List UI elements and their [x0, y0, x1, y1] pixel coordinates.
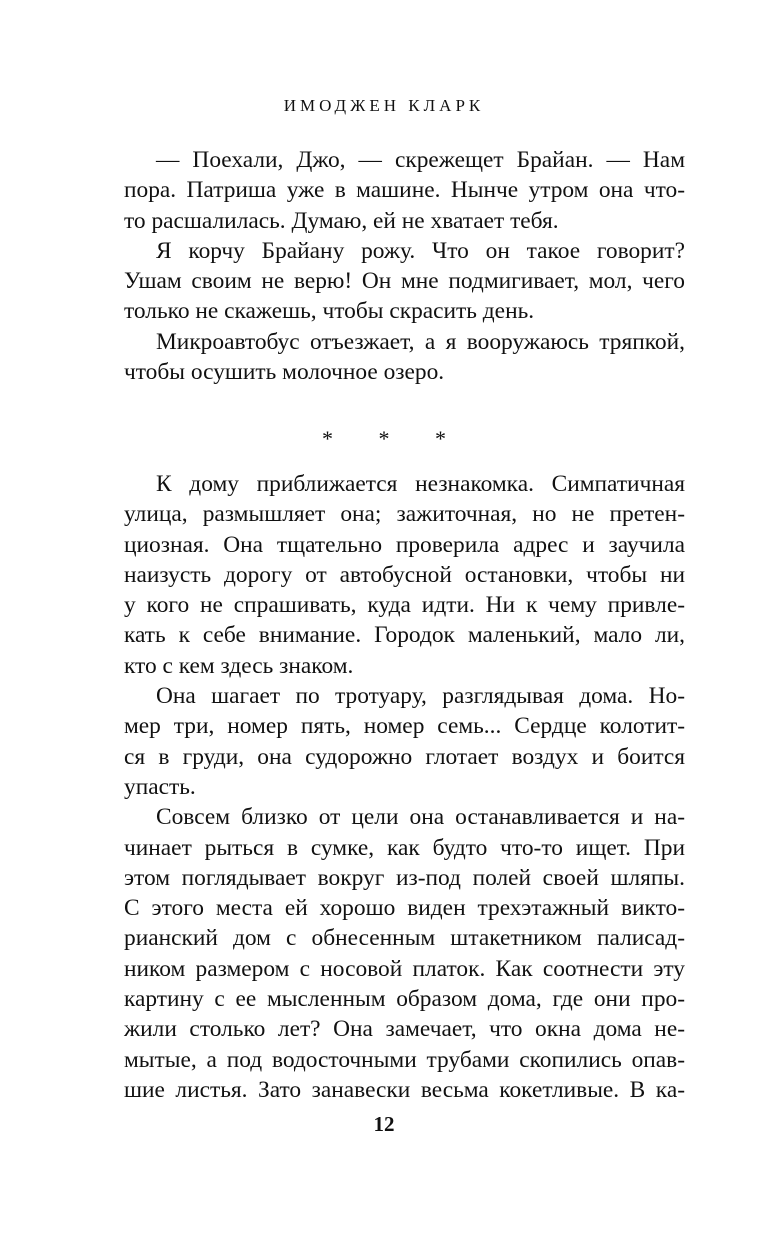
text-line: кто с кем здесь знаком. — [124, 652, 354, 679]
text-line: то расшалилась. Думаю, ей не хватает тебя. — [124, 207, 559, 234]
text-line: ником размером с носовой платок. Как соотнести эту — [124, 955, 685, 982]
section-separator: * * * — [322, 426, 466, 451]
text-line: жили столько лет? Она замечает, что окна дома не- — [124, 1016, 685, 1043]
text-line: чтобы осушить молочное озеро. — [124, 359, 445, 386]
text-line: наизусть дорогу от автобусной остановки, чтобы ни — [124, 561, 685, 588]
text-block-1 — [124, 145, 685, 387]
text-line: — Поехали, Джо, — скрежещет Брайан. — Нам — [156, 147, 685, 173]
paragraph — [124, 145, 685, 236]
text-line: кать к себе внимание. Городок маленький, мало ли, — [124, 622, 685, 649]
text-line: этом поглядывает вокруг из-под полей своей шляпы. — [124, 864, 685, 891]
text-line: Она шагает по тротуару, разглядывая дома. Но- — [156, 683, 685, 710]
page-number: 12 — [373, 1112, 395, 1136]
text-line: мер три, номер пять, номер семь... Сердце колотит- — [124, 713, 685, 740]
running-head: ИМОДЖЕН КЛАРК — [283, 96, 485, 115]
paragraph — [124, 236, 685, 327]
text-line: мытые, а под водосточными трубами скопились опав- — [124, 1046, 685, 1073]
paragraph — [124, 802, 685, 1105]
text-line: циозная. Она тщательно проверила адрес и заучила — [124, 531, 685, 558]
text-block-2 — [124, 469, 685, 1105]
text-line: рианский дом с обнесенным штакетником палисад- — [124, 925, 685, 952]
text-line: С этого места ей хорошо виден трехэтажный викто- — [124, 895, 685, 922]
text-line: чинает рыться в сумке, как будто что-то ищет. При — [124, 834, 685, 861]
paragraph — [124, 469, 685, 681]
text-line: Микроавтобус отъезжает, а я вооружаюсь тряпкой, — [156, 328, 685, 355]
text-line: улица, размышляет она; зажиточная, но не претен- — [124, 501, 685, 528]
text-line: ся в груди, она судорожно глотает воздух и боится — [124, 743, 685, 770]
text-line: Ушам своим не верю! Он мне подмигивает, мол, чего — [124, 268, 685, 295]
text-line: пора. Патриша уже в машине. Нынче утром она что- — [124, 177, 685, 204]
text-line: Я корчу Брайану рожу. Что он такое говорит? — [156, 237, 685, 264]
paragraph — [124, 327, 685, 388]
text-line: картину с ее мысленным образом дома, где они про- — [124, 986, 685, 1013]
text-line: только не скажешь, чтобы скрасить день. — [124, 298, 535, 325]
paragraph — [124, 681, 685, 802]
text-line: упасть. — [124, 773, 196, 800]
text-line: Совсем близко от цели она останавливается и на- — [156, 804, 685, 831]
text-line: К дому приближается незнакомка. Симпатичная — [156, 471, 685, 497]
text-line: у кого не спрашивать, куда идти. Ни к чему привле- — [124, 592, 685, 619]
text-line: шие листья. Зато занавески весьма кокетливые. В ка- — [124, 1076, 685, 1103]
